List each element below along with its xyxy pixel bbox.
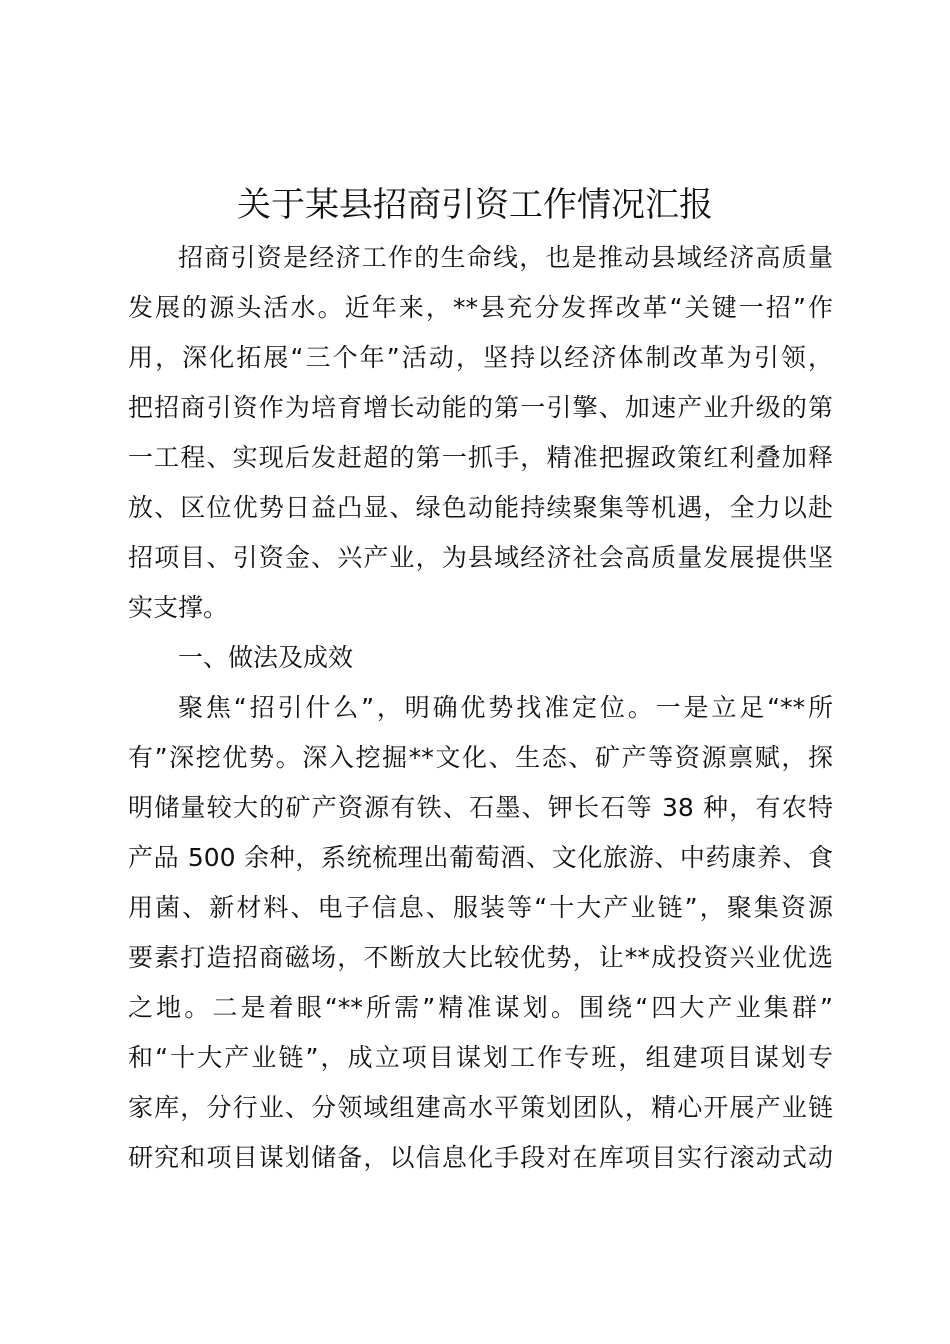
text-line: 发展的源头活水。近年来，**县充分发挥改革“关键一招”作 xyxy=(128,293,833,322)
text-line: 明储量较大的矿产资源有铁、石墨、钾长石等 38 种，有农特 xyxy=(128,793,833,822)
text-line: 用，深化拓展“三个年”活动，坚持以经济体制改革为引领， xyxy=(128,343,833,372)
text-line: 要素打造招商磁场，不断放大比较优势，让**成投资兴业优选 xyxy=(128,943,833,972)
text-line: 之地。二是着眼“**所需”精准谋划。围绕“四大产业集群” xyxy=(128,993,833,1022)
text-line: 一、做法及成效 xyxy=(178,643,354,672)
text-line: 招商引资是经济工作的生命线，也是推动县域经济高质量 xyxy=(178,243,833,272)
text-line: 和“十大产业链”，成立项目谋划工作专班，组建项目谋划专 xyxy=(128,1043,833,1072)
document-title: 关于某县招商引资工作情况汇报 xyxy=(237,185,713,225)
text-line: 把招商引资作为培育增长动能的第一引擎、加速产业升级的第 xyxy=(128,393,833,422)
text-line: 一工程、实现后发赶超的第一抓手，精准把握政策红利叠加释 xyxy=(128,443,833,472)
text-line: 产品 500 余种，系统梳理出葡萄酒、文化旅游、中药康养、食 xyxy=(128,843,833,872)
text-line: 聚焦“招引什么”，明确优势找准定位。一是立足“**所 xyxy=(178,693,833,722)
text-line: 实支撑。 xyxy=(128,593,229,622)
document-body xyxy=(128,233,833,1183)
text-line: 有”深挖优势。深入挖掘**文化、生态、矿产等资源禀赋，探 xyxy=(128,743,833,772)
text-line: 研究和项目谋划储备，以信息化手段对在库项目实行滚动式动 xyxy=(128,1143,833,1172)
text-line: 用菌、新材料、电子信息、服装等“十大产业链”，聚集资源 xyxy=(128,893,833,922)
text-line: 放、区位优势日益凸显、绿色动能持续聚集等机遇，全力以赴 xyxy=(128,493,833,522)
text-line: 招项目、引资金、兴产业，为县域经济社会高质量发展提供坚 xyxy=(128,543,833,572)
text-line: 家库，分行业、分领域组建高水平策划团队，精心开展产业链 xyxy=(128,1093,833,1122)
